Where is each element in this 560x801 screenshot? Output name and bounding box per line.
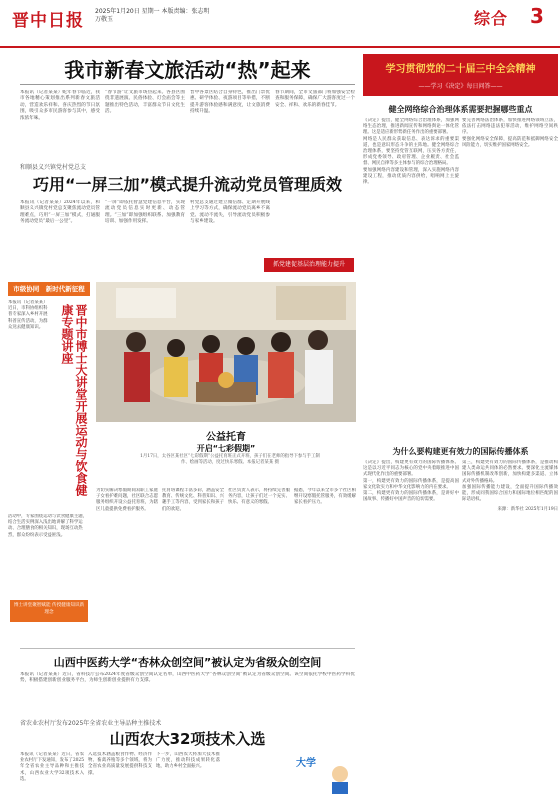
- newspaper-logo: 晋中日报: [12, 11, 84, 31]
- paragraph: 本报讯（记者某某）近日，省科技厅公布2024年度省级众创空间认定名单，山西中医药大学“杏林众创空间”被认定为省级众创空间。该空间依托学校中医药学科优势，积极搭建创新创业服务平台，为师生创新创业提供有力支撑。: [20, 672, 355, 684]
- paragraph: 本报讯（记者某某）2024年以来，和顺县义兴镇党村党总支聚焦流动党员管理难点，巧用“一屏三加”模式，打通服务流动党员“最后一公里”。: [20, 200, 100, 225]
- right-article-headline: 健全网络综合治理体系需要把握哪些重点: [388, 105, 533, 114]
- study-banner: [363, 54, 558, 96]
- paragraph: 《决定》提出，健全网络综合治理体系，加强网络生态治理，推进新闻宣传和网络舆论一体化管理。这是适应新形势新任务作出的重要部署。: [363, 118, 459, 136]
- divider: [20, 84, 355, 85]
- paragraph: 为切实解决寒假期间双职工家庭子女看护难问题，社区联合志愿服务组织开设公益托育班，为辖区儿童提供免费看护服务。: [96, 488, 158, 512]
- lead-article-body: [20, 90, 355, 155]
- section-title: 综合: [474, 9, 509, 28]
- article-source: 来源：新华社 2025年1月19日: [497, 507, 558, 513]
- vertical-headline: 晋中市博士大讲堂开展运动与饮食健康专题讲座: [60, 304, 88, 496]
- paragraph: 社区负责人表示，将持续完善服务内容，让孩子们过一个充实、快乐、有意义的寒假。: [228, 488, 290, 506]
- caption-subtitle: 开启“七彩假期”: [196, 444, 256, 453]
- lead-paragraph: 本报讯（记者某某）蛇年春节临近，我市各地精心策划推出系列新春文旅活动，营造欢乐祥和、喜庆热烈的节日氛围，吸引众多市民游客参与其中，感受浓浓年味。: [20, 90, 100, 121]
- second-article-kicker: 和顺县义兴镇党村党总支: [20, 164, 87, 171]
- section-tag: 市级协同 新时代新征程: [8, 282, 90, 296]
- divider: [20, 648, 355, 649]
- paragraph: 入选技术涵盖粮食作物、经济作物、畜禽养殖等多个领域，将为全省农业高质量发展提供科技支撑。: [88, 752, 152, 776]
- sidebar-caption: 博士讲堂聚智赋能 传授健康知识新理念: [10, 600, 88, 622]
- lead-paragraph: 春节期间，全市文旅部门将加强安全检查和服务保障，确保广大游客度过一个安全、祥和、欢乐的新春佳节。: [275, 90, 355, 108]
- mid-article-body: [96, 488, 356, 608]
- bottom-article-body: [20, 752, 290, 796]
- paragraph: 本报讯（记者某某）近日，省农业农村厅下发通知，发布了2025年全省农业主导品种和主推技术，山西农业大学32项技术入选。: [20, 752, 84, 782]
- classroom-photo-illustration: [96, 282, 356, 422]
- lead-headline: 我市新春文旅活动“热”起来: [64, 58, 311, 82]
- sidebar-paragraph: 本报讯（记者某某）近日，市科协组织科普专家深入乡村开展科普宣传活动，为群众送去健康知识。: [8, 300, 48, 330]
- paragraph: 《决定》提出，构建更有效力的国际传播体系。这是以习近平同志为核心的党中央着眼推进中国式现代化作出的重要部署。: [363, 460, 459, 478]
- lower-article-body: [20, 672, 355, 714]
- right-column-1: [363, 118, 459, 438]
- bottom-article-kicker: 省农业农村厅发布2025年全省农业主导品种主推技术: [20, 720, 162, 727]
- paragraph: 第一，构建更有效力的国际传播体系，是提高国家文化软实力和中华文化影响力的内在要求。: [363, 478, 459, 490]
- paragraph: 村党总支通过建立微信群、定期开展线上学习等方式，确保流动党员离乡不离党、流动不流失，引导流动党员积极参与家乡建设。: [190, 200, 270, 225]
- paragraph: 托育班课程丰富多彩，涵盖安全教育、传统文化、科普知识、兴趣手工等内容，受到家长和孩子们的欢迎。: [162, 488, 224, 512]
- paragraph: 加强国际传播能力建设，全面提升国际传播效能，形成同我国综合国力和国际地位相匹配的国际话语权。: [462, 484, 558, 503]
- banner-subtitle: ——学习《决定》每日问答——: [418, 83, 503, 90]
- photo-caption-text: 1月17日，太谷区某社区“七彩假期”公益托育班正式开班，孩子们在老师的指导下参与手工制作、绘画等活动，度过快乐寒假。本报记者某某 摄: [140, 454, 320, 466]
- photo-caption-title: [96, 428, 356, 454]
- lead-paragraph: “春节游”让文旅市场热起来。各县区围绕非遗展演、民俗体验、灯会庙会等主题推出特色活动，丰富群众节日文化生活。: [105, 90, 185, 115]
- right-column-3: [363, 460, 459, 795]
- paragraph: 第二，构建更有效力的国际传播体系，是讲好中国故事、传播好中国声音的迫切需要。: [363, 491, 459, 503]
- paragraph: 据悉，今年以来全市多个社区相继开设寒假托管服务，有效缓解家长看护压力。: [294, 488, 356, 506]
- right-article-body-2: [363, 460, 558, 795]
- right-article-headline-2: 为什么要构建更有效力的国际传播体系: [392, 447, 529, 456]
- page-number: 3: [530, 4, 544, 28]
- cartoon-label: 大学: [296, 758, 316, 769]
- paragraph: 要加强网络内容建设和管理，深入实施网络内容建设工程，推动优质内容供给，唱响网上主旋律。: [363, 167, 459, 186]
- lower-article-headline: 山西中医药大学“杏林众创空间”被认定为省级众创空间: [53, 656, 322, 669]
- bottom-article-headline: 山西农大32项技术入选: [109, 730, 266, 748]
- paragraph: 下一步，山西农大将加大技术推广力度，推动科技成果转化落地，助力乡村全面振兴。: [156, 752, 220, 770]
- issue-info: 2025年1月20日 星期一 本版责编：张志明 万敬玉: [95, 8, 210, 23]
- right-column-4: [462, 460, 558, 795]
- paragraph: 网络是人民群众获取信息、表达诉求的重要渠道，也是意识形态斗争的主阵地。健全网络综合治理体系，要坚持党管互联网，压实各方责任，形成党委领导、政府管理、企业履责、社会监督、网民自律等多主体参与的综合治理格局。: [363, 136, 459, 167]
- banner-title: 学习贯彻党的二十届三中全会精神: [385, 64, 536, 75]
- right-column-2: [462, 118, 558, 438]
- caption-title: 公益托育: [206, 432, 246, 443]
- promo-label: 抓党建促基层治理能力提升: [264, 258, 354, 272]
- paragraph: 要完善网络法治体系，加快推进网络领域立法，依法打击网络违法犯罪活动，维护网络空间秩序。: [462, 118, 558, 136]
- paragraph: 第三，构建更有效力的国际传播体系，是推动构建人类命运共同体的必然要求。要深化主流媒体国际传播机制改革创新，加快构建多渠道、立体式对外传播格局。: [462, 460, 558, 484]
- sidebar-paragraph: 活动中，专家围绕运动与饮食健康主题，结合生活实例深入浅出地讲解了科学运动、合理膳食的相关知识，现场互动热烈，群众纷纷表示受益匪浅。: [8, 514, 88, 538]
- cartoon-illustration: [296, 750, 356, 796]
- paragraph: 要强化网络安全保障，提高防范和抵御网络安全风险能力，切实维护国家网络安全。: [462, 136, 558, 148]
- left-sidebar: [8, 282, 90, 642]
- masthead: [0, 0, 560, 48]
- news-photo: [96, 282, 356, 422]
- lead-paragraph: 晋中各景区结合自身特色，推出门票优惠、研学体验、夜游项目等举措，不断提升游客体验感和满意度，让文旅消费持续升温。: [190, 90, 270, 115]
- paragraph: “一屏”即依托智慧党建信息平台，实现流动党员信息实时更新、动态管理。“三加”即加强组织联系、加强教育培训、加强作用发挥。: [105, 200, 185, 225]
- second-article-headline: 巧用“一屏三加”模式提升流动党员管理质效: [32, 175, 343, 194]
- right-article-body: [363, 118, 558, 438]
